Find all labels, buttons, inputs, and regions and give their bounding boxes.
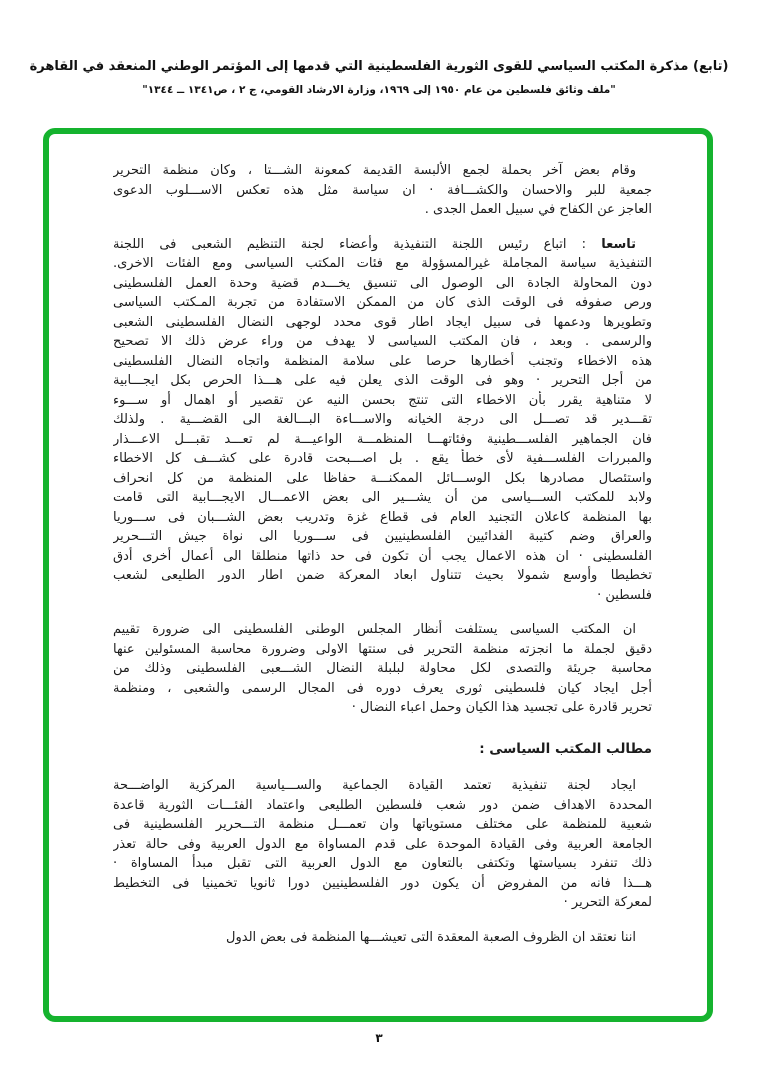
text-line: لمعركة التحرير · <box>563 895 652 910</box>
text-line: والرسمى . وبعد ، فان المكتب السياسى لا يهدف من وراء عرض ذلك الا تصحيح <box>113 334 652 349</box>
paragraph <box>113 620 652 718</box>
text-line: دون المحاولة الجادة الى الوصول الى تنسيق يخـــدم قضية وحدة العمل الفلسطينى <box>113 275 652 291</box>
text-line: التنفيذية سياسة المجاملة غيرالمسؤولة مع فئات المكتب السياسى ومع الفئات الاخرى. <box>113 256 652 271</box>
text-line: بها المنظمة كاعلان التجنيد العام فى قطاع غزة وتدريب بعض الشـــبان فى ســـوريا <box>113 509 652 525</box>
text-line: ولابد للمكتب الســـياسى من أن يشـــير الى بعض الاعمـــال الايجـــابية التى قامت <box>113 490 652 505</box>
text-line: تقـــدير قد تصـــل الى درجة الخيانه والاســـاءة البـــالغة الى القضـــية . ولذلك <box>113 412 652 427</box>
text-line: جمعية للبر والاحسان والكشـــافة · ان سياسة مثل هذه تعكس الاســـلوب الدعوى <box>113 182 652 198</box>
text-line: الجامعة العربية وفى القيادة الموحدة على قدم المساواة مع الدول العربية وفى حالة تعذر <box>113 836 652 852</box>
page-number: ٣ <box>375 1031 383 1045</box>
text-line: ورص صفوفه فى الوقت الذى كان من الممكن الاستفادة من تجربة المـكتب السياسى <box>113 295 652 310</box>
text-line: المحددة الاهداف ضمن دور شعب فلسطين الطليعى واعتماد الفئـــات الثورية قاعدة <box>113 797 652 813</box>
text-line: محاسبة جريئة والتصدى لكل محاولة لبلبلة النضال الشـــعبى الفلسطينى وذلك من <box>113 661 652 676</box>
page-border-frame <box>43 128 713 1022</box>
text-line: تحرير قادرة على تجسيد هذا الكيان وحمل اعباء النضال · <box>351 700 652 715</box>
text-line: العاجز عن الكفاح في سبيل العمل الجدى . <box>424 202 652 217</box>
text-line: تاسعا : اتباع رئيس اللجنة التنفيذية وأعضاء لجنة التنظيم الشعبى فى اللجنة <box>113 236 636 252</box>
text-line: واستئصال مصادرها بكل الوســـائل الممكنـــة حفاظا على المنظمة من كل انحراف <box>113 470 652 486</box>
document-body <box>113 161 652 962</box>
text-line: وتطويرها ودعمها فى سبيل ايجاد اطار قوى محدد لوجهى النضال الفلسطينى الشعبى <box>113 314 652 330</box>
text-line: ذلك تنفرد بسياستها وتكتفى بالتعاون مع الدول العربية التى تقبل مبدأ المساواة · <box>113 856 652 871</box>
text-line: هذه الاخطاء وتجنب أخطارها حرصا على سلامة المنظمة واتجاه النضال الفلسطينى <box>113 353 652 369</box>
text-line: وقام بعض آخر بحملة لجمع الألبسة القديمة كمعونة الشـــتا ، وكان منظمة التحرير <box>113 163 636 178</box>
text-line: شعبية للمنظمة على مختلف مستوياتها وان تعمـــل منظمة التـــحرير الفلسطينية فى <box>113 817 652 832</box>
document-title: (تابع) مذكرة المكتب السياسي للقوى الثورية الفلسطينية التي قدمها إلى المؤتمر الوطني المنعقد في القاهرة <box>29 59 729 74</box>
document-header <box>20 58 738 97</box>
text-line: ان المكتب السياسى يستلفت أنظار المجلس الوطنى الفلسطينى الى ضرورة تقييم <box>113 622 636 637</box>
paragraph <box>113 161 652 220</box>
text-line: فلسطين · <box>597 587 652 603</box>
text-line: تخطيطا وأوسع شمولا بحيث تتناول ابعاد المعركة ضمن اطار الدور الطليعى لشعب <box>113 568 652 583</box>
text-line: ايجاد لجنة تنفيذية تعتمد القيادة الجماعية والســـياسية المركزية الواضـــحة <box>113 778 636 793</box>
text-line: دقيق لجملة ما انجزته منظمة التحرير فى سنتها الاولى وضرورة محاسبة المسئولين عنها <box>113 641 652 657</box>
paragraph <box>113 235 652 606</box>
paragraph <box>113 928 652 948</box>
text-line: لا متناهية يقرر بأن الاخطاء التى تنتج بحسن النيه عن تقصير أو اهمال أو ســـوء <box>113 392 652 408</box>
section-heading: مطالب المكتب السياسى : <box>479 740 652 757</box>
document-source-citation: "ملف وثائق فلسطين من عام ١٩٥٠ إلى ١٩٦٩، وزارة الارشاد القومي، ج ٢ ، ص١٣٤١ ــ ١٣٤٤" <box>142 84 616 96</box>
paragraph <box>113 776 652 913</box>
text-line: الفلسطينى · ان هذه الاعمال يجب أن تكون فى حد ذاتها منطلقا الى أعمال أخرى أدق <box>113 548 652 564</box>
text-line: فان الجماهير الفلســـطينية وفئاتهـــا المنظمـــة الواعيـــة لم تعـــد تقبـــل الاعـــذار <box>113 431 652 447</box>
text-line: والعراق وضم كتيبة الفدائيين الفلسطينيين فى ســـوريا الى نواة جيش التـــحرير <box>113 529 652 544</box>
text-line: والمبررات الفلســـفية لأى خطأ يقع . بل اصـــبحت قادرة على كشـــف كل الاخطاء <box>113 451 652 466</box>
text-line: اننا نعتقد ان الظروف الصعبة المعقدة التى تعيشـــها المنظمة فى بعض الدول <box>226 929 636 945</box>
bold-lead-word: تاسعا <box>601 236 636 252</box>
text-line: أجل ايجاد كيان فلسطينى ثورى يعرف دوره فى المجال الرسمى والشعبى ، ومنظمة <box>113 680 652 696</box>
text-line: من أجل التحرير · وهو فى الوقت الذى يعلن فيه على هـــذا الحرص بكل ايجـــابية <box>113 373 652 388</box>
text-line: هـــذا فانه من المفروض أن يكون دور الفلسطينيين دورا ثانويا تخمينيا فى التخطيط <box>113 875 652 891</box>
